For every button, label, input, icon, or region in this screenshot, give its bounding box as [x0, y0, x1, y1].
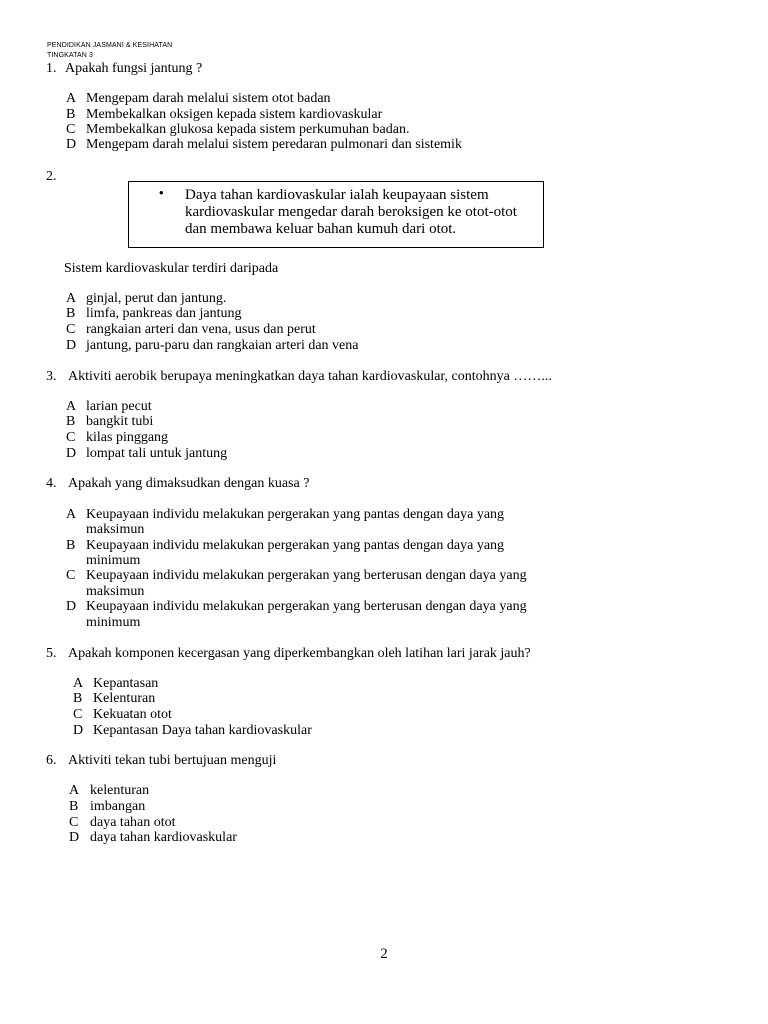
- option-letter: A: [66, 507, 77, 522]
- question-number: 6.: [46, 753, 57, 768]
- page-number: 2: [380, 946, 388, 962]
- option-text: Membekalkan glukosa kepada sistem perkumuhan badan.: [86, 122, 410, 137]
- option-text: daya tahan kardiovaskular: [90, 830, 237, 845]
- definition-box: [128, 181, 544, 248]
- option-text: Keupayaan individu melakukan pergerakan yang berterusan dengan daya yang: [86, 568, 527, 583]
- option-letter: D: [66, 137, 77, 152]
- option-letter: A: [66, 399, 77, 414]
- option-text: ginjal, perut dan jantung.: [86, 291, 227, 306]
- bullet-icon: •: [159, 185, 164, 200]
- option-text-continued: minimum: [86, 615, 141, 630]
- option-letter: B: [66, 538, 76, 553]
- question-number: 2.: [46, 169, 57, 184]
- option-letter: C: [66, 430, 76, 445]
- option-letter: C: [66, 568, 76, 583]
- question-number: 3.: [46, 369, 57, 384]
- option-text: kilas pinggang: [86, 430, 169, 445]
- option-letter: D: [66, 338, 77, 353]
- option-letter: D: [69, 830, 80, 845]
- option-letter: C: [66, 122, 76, 137]
- option-letter: D: [66, 599, 77, 614]
- option-text: jantung, paru-paru dan rangkaian arteri dan vena: [86, 338, 359, 353]
- option-letter: C: [73, 707, 83, 722]
- option-text: kelenturan: [90, 783, 150, 798]
- option-text: lompat tali untuk jantung: [86, 446, 228, 461]
- option-text: imbangan: [90, 799, 146, 814]
- option-letter: B: [66, 107, 76, 122]
- option-letter: B: [66, 306, 76, 321]
- option-text: daya tahan otot: [90, 815, 176, 830]
- option-text-continued: maksimun: [86, 584, 145, 599]
- document-header-grade: TINGKATAN 3: [47, 52, 93, 59]
- question-number: 5.: [46, 646, 57, 661]
- option-letter: A: [66, 291, 77, 306]
- question-stem: Aktiviti aerobik berupaya meningkatkan daya tahan kardiovaskular, contohnya ……...: [68, 369, 552, 384]
- option-text: rangkaian arteri dan vena, usus dan perut: [86, 322, 316, 337]
- definition-line: kardiovaskular mengedar darah beroksigen ke otot-otot: [185, 204, 517, 220]
- question-stem: Sistem kardiovaskular terdiri daripada: [64, 261, 279, 276]
- question-stem: Apakah fungsi jantung ?: [65, 61, 203, 76]
- option-letter: C: [66, 322, 76, 337]
- question-stem: Aktiviti tekan tubi bertujuan menguji: [68, 753, 277, 768]
- option-text: bangkit tubi: [86, 414, 154, 429]
- question-number: 4.: [46, 476, 57, 491]
- option-letter: B: [73, 691, 83, 706]
- question-stem: Apakah komponen kecergasan yang diperkembangkan oleh latihan lari jarak jauh?: [68, 646, 531, 661]
- question-stem: Apakah yang dimaksudkan dengan kuasa ?: [68, 476, 310, 491]
- option-text: Mengepam darah melalui sistem peredaran pulmonari dan sistemik: [86, 137, 462, 152]
- option-text: larian pecut: [86, 399, 152, 414]
- option-letter: C: [69, 815, 79, 830]
- option-text-continued: maksimun: [86, 522, 145, 537]
- option-text: Keupayaan individu melakukan pergerakan yang pantas dengan daya yang: [86, 507, 505, 522]
- option-text: limfa, pankreas dan jantung: [86, 306, 242, 321]
- option-text-continued: minimum: [86, 553, 141, 568]
- option-text: Kelenturan: [93, 691, 156, 706]
- option-text: Kepantasan: [93, 676, 159, 691]
- definition-line: Daya tahan kardiovaskular ialah keupayaan sistem: [185, 187, 489, 203]
- option-letter: B: [69, 799, 79, 814]
- option-text: Kepantasan Daya tahan kardiovaskular: [93, 723, 312, 738]
- option-text: Keupayaan individu melakukan pergerakan yang berterusan dengan daya yang: [86, 599, 527, 614]
- option-letter: D: [73, 723, 84, 738]
- option-text: Kekuatan otot: [93, 707, 172, 722]
- definition-line: dan membawa keluar bahan kumuh dari otot.: [185, 221, 457, 237]
- option-letter: B: [66, 414, 76, 429]
- document-header-subject: PENDIDIKAN JASMANI & KESIHATAN: [47, 42, 173, 49]
- question-number: 1.: [46, 61, 57, 76]
- option-letter: A: [66, 91, 77, 106]
- option-text: Membekalkan oksigen kepada sistem kardiovaskular: [86, 107, 383, 122]
- option-letter: A: [73, 676, 84, 691]
- option-letter: A: [69, 783, 80, 798]
- option-text: Keupayaan individu melakukan pergerakan yang pantas dengan daya yang: [86, 538, 505, 553]
- option-text: Mengepam darah melalui sistem otot badan: [86, 91, 331, 106]
- option-letter: D: [66, 446, 77, 461]
